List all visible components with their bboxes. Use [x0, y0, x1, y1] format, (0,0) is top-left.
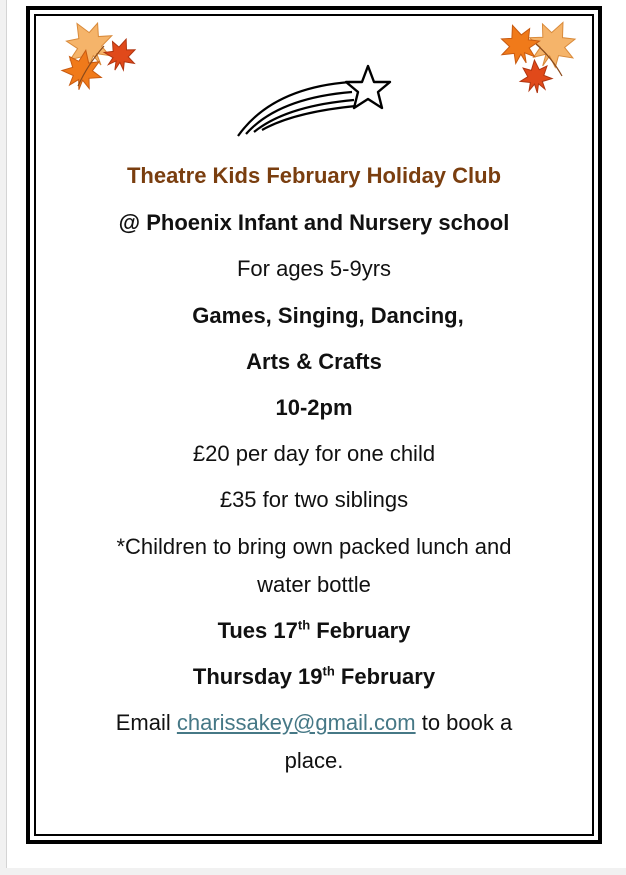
lunch-note-line-1: *Children to bring own packed lunch and [116, 534, 512, 559]
price-one-child: £20 per day for one child [192, 441, 436, 466]
venue: @ Phoenix Infant and Nursery school [118, 210, 510, 235]
age-range: For ages 5-9yrs [236, 256, 392, 281]
activities-line-1: Games, Singing, Dancing, [192, 303, 464, 328]
lunch-note-line-2: water bottle [257, 572, 371, 597]
date-2-month: February [334, 664, 436, 689]
date-1-month: February [310, 618, 411, 643]
email-line-1 [40, 710, 588, 736]
flyer-title: Theatre Kids February Holiday Club [126, 163, 502, 188]
email-suffix: to book a [415, 710, 513, 735]
autumn-leaves-icon [58, 16, 144, 100]
date-2 [40, 664, 588, 690]
date-2-suffix: th [322, 663, 335, 679]
date-1-day: Tues 17 [217, 618, 298, 643]
activities-line-2: Arts & Crafts [246, 349, 382, 374]
date-2-day: Thursday 19 [192, 664, 323, 689]
email-link[interactable]: charissakey@gmail.com [176, 710, 416, 735]
email-prefix: Email [115, 710, 177, 735]
time: 10-2pm [275, 395, 353, 420]
shooting-star-icon [232, 58, 396, 142]
date-1-suffix: th [297, 617, 311, 633]
date-1 [40, 618, 588, 644]
email-line-2: place. [284, 748, 344, 773]
price-two-siblings: £35 for two siblings [219, 487, 409, 512]
autumn-leaves-icon [492, 16, 584, 100]
